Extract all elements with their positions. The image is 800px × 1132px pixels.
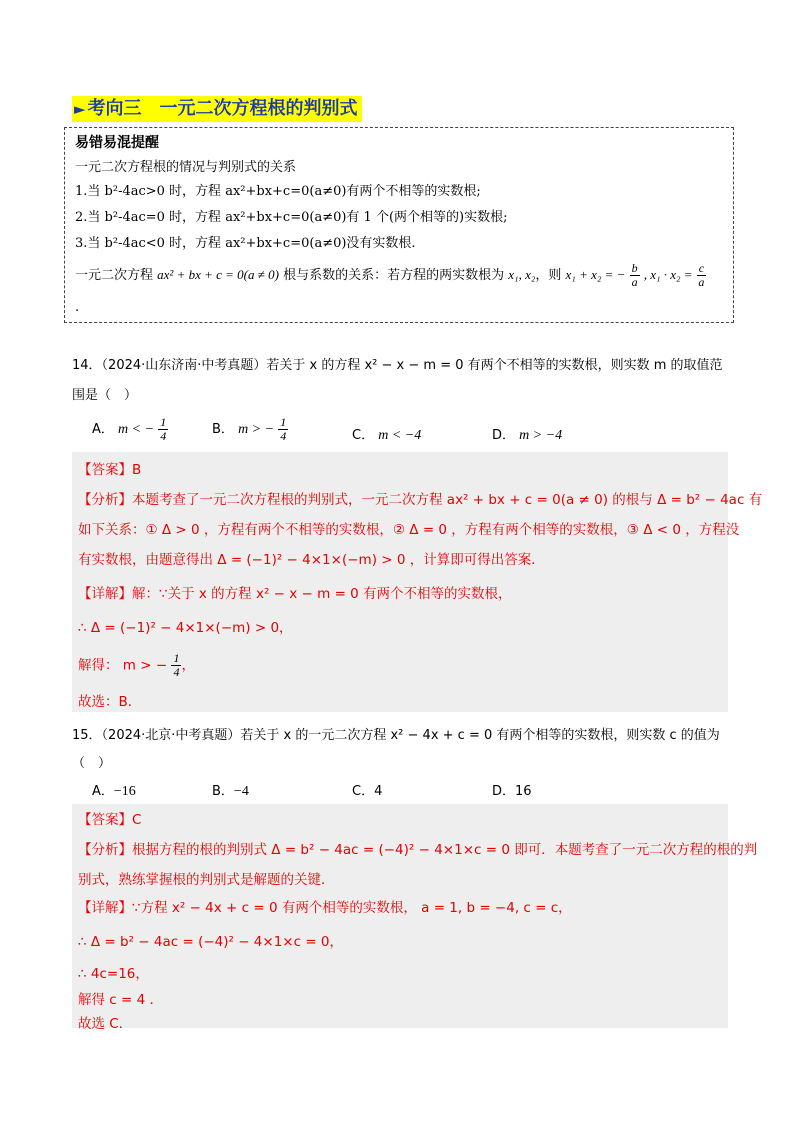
tip-item-2: 2.当 b²-4ac=0 时，方程 ax²+bx+c=0(a≠0)有 1 个(两个相等的)实数根; xyxy=(75,210,508,225)
option-fraction xyxy=(158,416,168,443)
q15-detail-line5: 故选 C． xyxy=(78,1016,133,1032)
option-letter: A． xyxy=(92,784,114,799)
vieta-sum-den: a xyxy=(631,275,638,289)
tip-title: 易错易混提醒 xyxy=(75,135,159,151)
q14-detail-line3 xyxy=(78,652,195,679)
q15-detail-line4: 解得 c = 4 ． xyxy=(78,992,163,1008)
q14-option-d xyxy=(492,424,562,444)
tip-end: . xyxy=(75,300,80,315)
frac-num: 1 xyxy=(173,651,180,665)
tip-item-1: 1.当 b²-4ac>0 时，方程 ax²+bx+c=0(a≠0)有两个不相等的实数根; xyxy=(75,184,481,199)
frac-num: 1 xyxy=(160,415,167,429)
vieta-product: , x₁ · x₂ = xyxy=(643,267,693,282)
q14-detail-line4: 故选：B． xyxy=(78,694,142,710)
triangle-arrow-icon: ► xyxy=(74,100,86,118)
frac-den: 4 xyxy=(280,429,287,443)
vieta-equation: ax² + bx + c = 0(a ≠ 0) xyxy=(157,267,279,282)
vieta-sum-num: b xyxy=(631,261,638,275)
frac-den: 4 xyxy=(173,665,180,679)
q14-analysis-line3: 有实数根，由题意得出 Δ = (−1)² − 4×1×(−m) > 0 ，计算即可得出答案． xyxy=(78,552,545,568)
q15-stem-line1: 15．（2024·北京·中考真题）若关于 x 的一元二次方程 x² − 4x + c = 0 有两个相等的实数根，则实数 c 的值为 xyxy=(72,728,720,743)
q14-detail-line2: ∴ Δ = (−1)² − 4×1×(−m) > 0， xyxy=(78,620,293,636)
section-heading xyxy=(72,96,362,122)
tip-intro: 一元二次方程根的情况与判别式的关系 xyxy=(75,160,297,175)
option-letter: A． xyxy=(92,422,114,437)
option-text: −4 xyxy=(233,784,249,799)
answer-value: C xyxy=(132,812,142,828)
option-letter: C． xyxy=(352,428,375,443)
option-text: 16 xyxy=(515,784,532,799)
tip-item-3: 3.当 b²-4ac<0 时，方程 ax²+bx+c=0(a≠0)没有实数根. xyxy=(75,236,416,251)
option-letter: C． xyxy=(352,784,375,799)
q15-detail-line2: ∴ Δ = b² − 4ac = (−4)² − 4×1×c = 0， xyxy=(78,934,344,950)
q14-option-a xyxy=(92,416,168,443)
answer-value: B xyxy=(132,462,142,478)
frac-den: 4 xyxy=(160,429,167,443)
detail-end: ， xyxy=(181,657,195,674)
q15-detail-line1: 【详解】∵方程 x² − 4x + c = 0 有两个相等的实数根， a = 1, b = −4, c = c， xyxy=(78,900,572,916)
option-letter: D． xyxy=(492,428,516,443)
q14-analysis-line1: 【分析】本题考查了一元二次方程根的判别式，一元二次方程 ax² + bx + c = 0(a ≠ 0) 的根与 Δ = b² − 4ac 有 xyxy=(78,492,763,508)
q14-detail-line1: 【详解】解：∵关于 x 的方程 x² − x − m = 0 有两个不相等的实数根， xyxy=(78,586,512,602)
q15-option-d xyxy=(492,780,532,799)
vieta-sum: x₁ + x₂ = − xyxy=(565,267,626,282)
vieta-then: ，则 xyxy=(535,268,562,283)
answer-label: 【答案】 xyxy=(78,462,132,478)
q15-analysis-line2: 别式，熟练掌握根的判别式是解题的关键． xyxy=(78,872,335,888)
q14-option-c xyxy=(352,424,421,444)
vieta-prod-num: c xyxy=(698,261,705,275)
q15-stem-line2: （ ） xyxy=(72,756,112,771)
q15-detail-line3: ∴ 4c=16， xyxy=(78,966,149,982)
frac-num: 1 xyxy=(280,415,287,429)
q14-stem-line2: 围是（ ） xyxy=(72,388,138,403)
vieta-prod-den: a xyxy=(698,275,705,289)
option-letter: B． xyxy=(212,784,234,799)
q15-answer xyxy=(78,808,141,828)
option-fraction xyxy=(278,416,288,443)
vieta-sum-fraction xyxy=(630,262,640,289)
option-text: m > −4 xyxy=(519,428,563,443)
answer-label: 【答案】 xyxy=(78,812,132,828)
detail-fraction xyxy=(171,652,181,679)
option-text: 4 xyxy=(374,784,383,799)
option-text: m > − xyxy=(238,422,275,437)
detail-prefix: 解得： m > − xyxy=(78,657,168,674)
vieta-roots: x₁, x₂ xyxy=(508,267,536,282)
option-letter: D． xyxy=(492,784,516,799)
q14-option-b xyxy=(212,416,288,443)
option-text: m < −4 xyxy=(378,428,422,443)
q15-analysis-line1: 【分析】根据方程的根的判别式 Δ = b² − 4ac = (−4)² − 4×1×c = 0 即可．本题考查了一元二次方程的根的判 xyxy=(78,842,758,858)
q14-analysis-line2: 如下关系：① Δ > 0 ，方程有两个不相等的实数根，② Δ = 0 ，方程有两个相等的实数根，③ Δ < 0 ，方程没 xyxy=(78,522,740,538)
vieta-mid: 根与系数的关系：若方程的两实数根为 xyxy=(283,268,505,283)
tip-vieta-line xyxy=(75,262,706,289)
q15-option-a xyxy=(92,780,136,800)
option-letter: B． xyxy=(212,422,234,437)
q14-stem-line1: 14．（2024·山东济南·中考真题）若关于 x 的方程 x² − x − m = 0 有两个不相等的实数根，则实数 m 的取值范 xyxy=(72,358,723,373)
q14-answer xyxy=(78,458,141,478)
q15-option-b xyxy=(212,780,249,800)
option-text: −16 xyxy=(113,784,136,799)
vieta-prod-fraction xyxy=(697,262,706,289)
option-text: m < − xyxy=(118,422,155,437)
section-title: 考向三 一元二次方程根的判别式 xyxy=(87,98,358,119)
q15-option-c xyxy=(352,780,382,799)
vieta-prefix: 一元二次方程 xyxy=(75,268,154,283)
tip-box xyxy=(64,127,734,323)
